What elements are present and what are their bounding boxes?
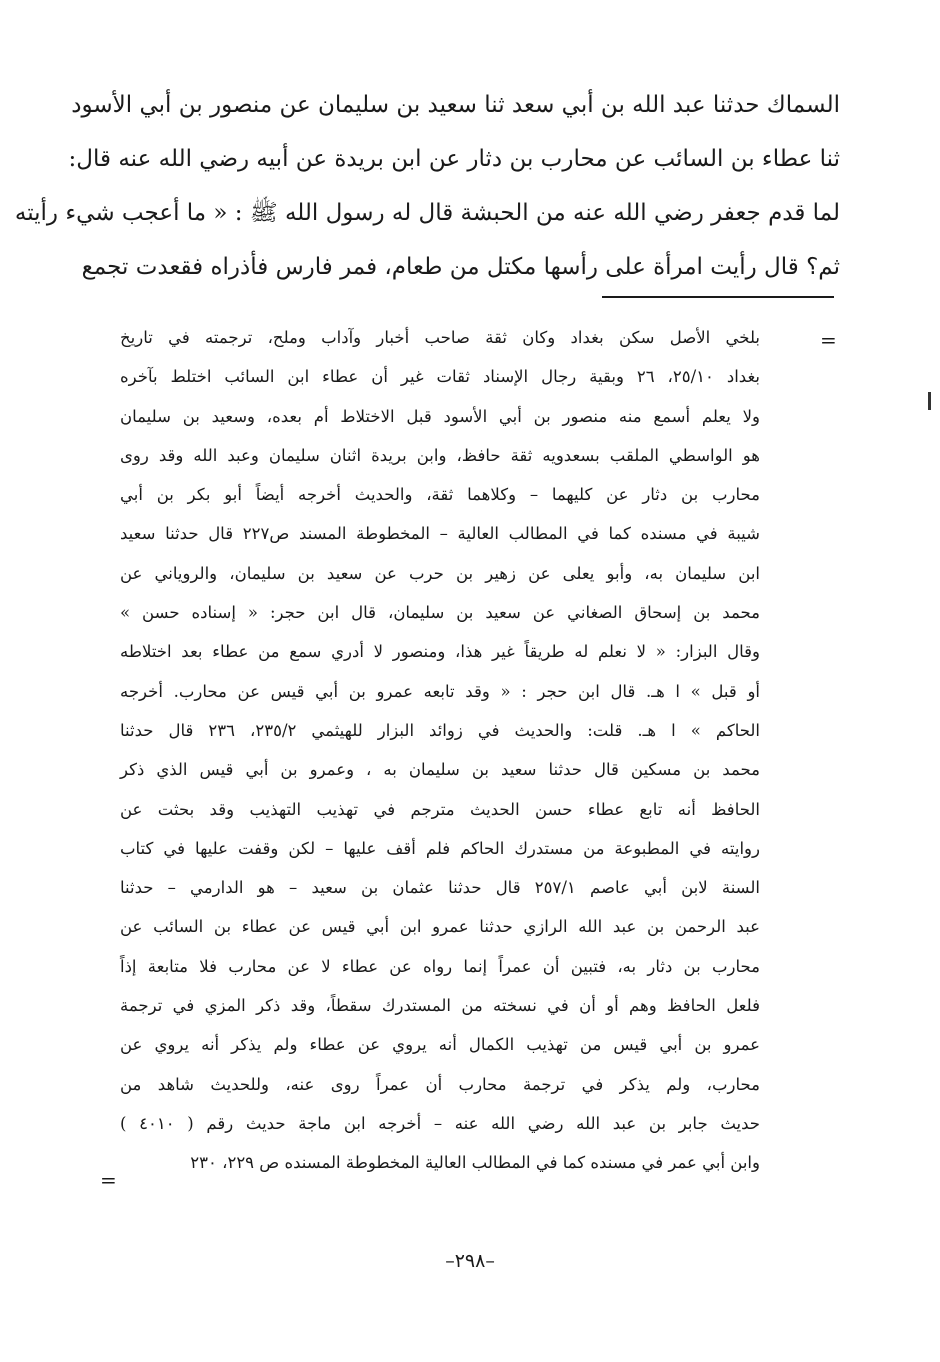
footnote-line: هو الواسطي الملقب بسعدويه ثقة حافظ، وابن بريدة اثنان سليمان وعبد الله وقد روى <box>120 445 760 465</box>
footnote-line: أو قبل » ا هـ. قال ابن حجر : « وقد تابعه عمرو بن أبي قيس عن محارب. أخرجه <box>120 681 760 701</box>
footnote-line: وقال البزار: « لا نعلم له طريقاً غير هذا، ومنصور لا أدري سمع من عطاء بعد اختلاطه <box>120 642 760 662</box>
footnote-line: حديث جابر بن عبد الله رضي الله عنه – أخرجه ابن ماجة حديث رقم ( ٤٠١٠ ) <box>120 1113 760 1133</box>
footnote-separator-rule <box>602 296 834 298</box>
footnote-line: عبد الرحمن بن عبد الله الرازي حدثنا عمرو ابن أبي قيس عن عطاء بن السائب عن <box>120 917 760 937</box>
footnote-line: بلخي الأصل سكن بغداد وكان ثقة صاحب أخبار وآداب وملح، ترجمته في تاريخ <box>120 328 760 347</box>
footnote-line: فلعل الحافظ وهم أو أن في نسخته من المستدرك سقطاً، وقد ذكر المزي في ترجمة <box>120 996 760 1016</box>
footnote-line: الحافظ أنه تابع عطاء حسن الحديث مترجم في تهذيب التهذيب وقد بحثت عن <box>120 799 760 819</box>
footnote-line: محارب بن دثار به، فتبين أن عمراً إنما رواه عن عطاء لا عن محارب فلا متابعة إذاً <box>120 956 760 976</box>
footnote-line: بغداد ٢٥/١٠، ٢٦ وبقية رجال الإسناد ثقات غير أن عطاء ابن السائب اختلط بآخره <box>120 367 760 387</box>
main-text-line: ثنا عطاء بن السائب عن محارب بن دثار عن ابن بريدة عن أبيه رضي الله عنه قال: <box>68 146 840 172</box>
footnote-block <box>120 318 760 1183</box>
footnote-line: ولا يعلم أسمع منه منصور بن أبي الأسود قبل الاختلاط أم بعده، وسعيد بن سليمان <box>120 406 760 426</box>
footnote-line: وابن أبي عمر في مسنده كما في المطالب العالية المخطوطة المسنده ص ٢٢٩، ٢٣٠ <box>190 1153 760 1173</box>
footnote-line: محارب بن دثار عن كليهما – وكلاهما ثقة، والحديث أخرجه أيضاً أبو بكر بن أبي <box>120 485 760 505</box>
footnote-line: روايته في المطبوعة من مستدرك الحاكم فلم أقف عليها – لكن وقفت عليها في كتاب <box>120 838 760 858</box>
main-text-line: ثم؟ قال رأيت امرأة على رأسها مكتل من طعام، فمر فارس فأذراه فقعدت تجمع <box>81 254 840 280</box>
footnote-line: محمد بن مسكين قال حدثنا سعيد بن سليمان به ، وعمرو بن أبي قيس الذي ذكر <box>120 760 760 780</box>
scan-edge-mark <box>928 392 931 410</box>
footnote-line: السنة لابن أبي عاصم ٢٥٧/١ قال حدثنا عثمان بن سعيد – هو الدارمي – حدثنا <box>120 878 760 898</box>
footnote-line: محارب، ولم يذكر في ترجمة محارب أن عمراً روى عنه، وللحديث شاهد من <box>120 1074 760 1094</box>
footnote-continuation-end-mark: = <box>100 1168 117 1192</box>
main-text-line: لما قدم جعفر رضي الله عنه من الحبشة قال له رسول الله ﷺ : « ما أعجب شيء رأيته <box>14 200 840 226</box>
footnote-continuation-start-mark: = <box>820 328 837 352</box>
main-text-block <box>14 78 840 294</box>
footnote-line: شيبة في مسنده كما في المطالب العالية – المخطوطة المسند ص٢٢٧ قال حدثنا سعيد <box>120 524 760 544</box>
footnote-line: ابن سليمان به، وأبو يعلى عن زهير بن حرب عن سعيد بن سليمان، والروياني عن <box>120 563 760 583</box>
footnote-line: عمرو بن أبي قيس من تهذيب الكمال أنه يروي عن عطاء ولم يذكر أنه يروي عن <box>120 1035 760 1055</box>
page-number: –٢٩٨– <box>445 1250 495 1272</box>
footnote-line: الحاكم » ا هـ. قلت: والحديث في زوائد البزار للهيثمي ٢٣٥/٢، ٢٣٦ قال حدثنا <box>120 720 761 740</box>
main-text-line: السماك حدثنا عبد الله بن أبي سعد ثنا سعيد بن سليمان عن منصور بن أبي الأسود <box>71 92 840 118</box>
footnote-line: محمد بن إسحاق الصغاني عن سعيد بن سليمان، قال ابن حجر: « إسناده حسن » <box>120 603 760 623</box>
